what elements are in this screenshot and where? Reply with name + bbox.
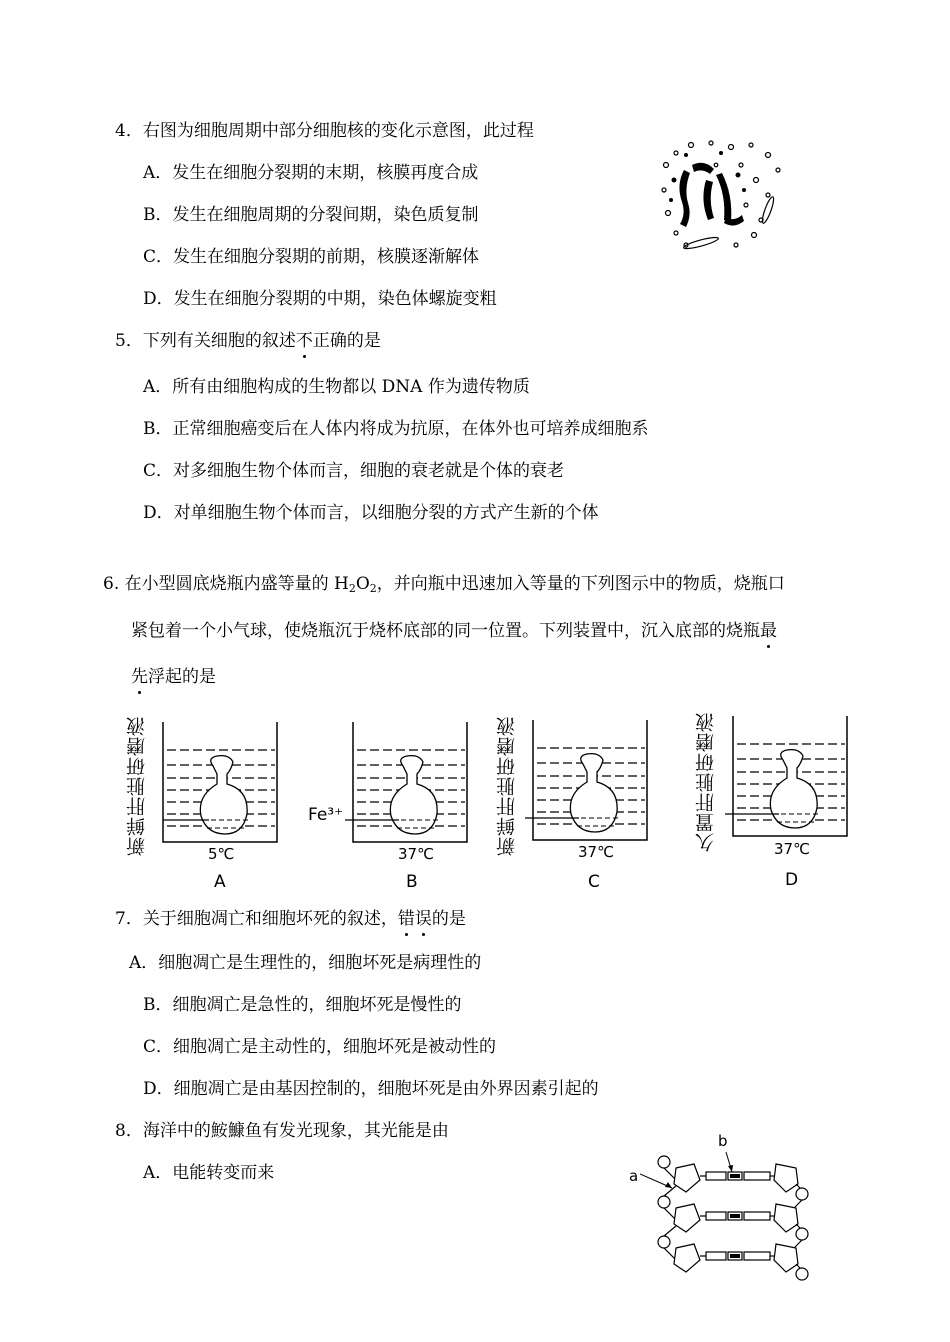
q7-stem-pre: 7．关于细胞凋亡和细胞坏死的叙述， (115, 909, 398, 929)
apparatus-b-letter: B (406, 872, 418, 892)
q7-stem (115, 908, 466, 930)
q5-stem-emphasis: 不 (295, 331, 313, 351)
q7-stem-emphasis-2: 误 (414, 909, 432, 929)
q7-stem-post: 的是 (431, 909, 466, 929)
q5-option-b: B．正常细胞癌变后在人体内将成为抗原，在体外也可培养成细胞系 (143, 419, 649, 439)
q5-stem-post: 正确的是 (312, 331, 381, 351)
q4-option-d: D．发生在细胞分裂期的中期，染色体螺旋变粗 (143, 289, 497, 309)
q4-option-a: A．发生在细胞分裂期的末期，核膜再度合成 (143, 163, 479, 183)
apparatus-b-beaker (345, 720, 475, 850)
q6-line1-post: ，并向瓶中迅速加入等量的下列图示中的物质，烧瓶口 (376, 574, 785, 594)
q4-option-b: B．发生在细胞周期的分裂间期，染色质复制 (143, 205, 479, 225)
apparatus-b-temperature: 37℃ (398, 845, 434, 863)
q5-option-a: A．所有由细胞构成的生物都以 DNA 作为遗传物质 (143, 377, 530, 397)
nucleus-figure (656, 135, 791, 260)
q6-line-3 (131, 666, 216, 688)
q5-stem (115, 330, 381, 352)
q7-stem-emphasis-1: 错 (397, 909, 415, 929)
q7-option-d: D．细胞凋亡是由基因控制的，细胞坏死是由外界因素引起的 (143, 1079, 599, 1099)
apparatus-a-beaker (155, 720, 285, 850)
apparatus-c-letter: C (588, 872, 600, 892)
dna-label-b: b (718, 1132, 728, 1150)
q7-option-a: A．细胞凋亡是生理性的，细胞坏死是病理性的 (129, 953, 482, 973)
q6-line2-emphasis: 最 (760, 621, 777, 641)
dna-label-a: a (629, 1167, 639, 1185)
dna-structure-figure (640, 1150, 815, 1290)
apparatus-a-temperature: 5℃ (208, 845, 235, 863)
q5-option-d: D．对单细胞生物个体而言，以细胞分裂的方式产生新的个体 (143, 503, 599, 523)
apparatus-d-letter: D (785, 870, 799, 890)
q6-line3-emphasis: 先 (131, 667, 148, 687)
q6-line3-post: 浮起的是 (148, 667, 216, 687)
apparatus-c-reagent: 新鲜肝脏研磨液 (496, 716, 518, 856)
q6-line1-pre: 6. 在小型圆底烧瓶内盛等量的 H (103, 574, 349, 594)
apparatus-d-temperature: 37℃ (774, 840, 810, 858)
q6-o: O (355, 574, 370, 594)
q6-sub2: 2 (369, 582, 377, 595)
apparatus-d-reagent: 久置肝脏研磨液 (695, 712, 717, 852)
q6-line-1 (103, 573, 785, 595)
apparatus-d-beaker (725, 714, 855, 844)
q6-line2-pre: 紧包着一个小气球，使烧瓶沉于烧杯底部的同一位置。下列装置中，沉入底部的烧瓶 (131, 621, 760, 641)
q6-sub1: 2 (348, 582, 356, 595)
apparatus-b-reagent: Fe³⁺ (308, 805, 344, 825)
apparatus-a-letter: A (214, 872, 226, 892)
q8-option-a: A．电能转变而来 (143, 1163, 275, 1183)
q4-option-c: C．发生在细胞分裂期的前期，核膜逐渐解体 (143, 247, 480, 267)
q5-stem-pre: 5．下列有关细胞的叙述 (115, 331, 296, 351)
q4-stem: 4．右图为细胞周期中部分细胞核的变化示意图，此过程 (115, 121, 534, 141)
apparatus-a-reagent: 新鲜肝脏研磨液 (126, 716, 148, 856)
q5-option-c: C．对多细胞生物个体而言，细胞的衰老就是个体的衰老 (143, 461, 565, 481)
q8-stem: 8．海洋中的鮟鱇鱼有发光现象，其光能是由 (115, 1121, 449, 1141)
apparatus-c-beaker (525, 718, 655, 848)
apparatus-c-temperature: 37℃ (578, 843, 614, 861)
q7-option-b: B．细胞凋亡是急性的，细胞坏死是慢性的 (143, 995, 462, 1015)
q7-option-c: C．细胞凋亡是主动性的，细胞坏死是被动性的 (143, 1037, 497, 1057)
q6-line-2 (131, 620, 777, 642)
